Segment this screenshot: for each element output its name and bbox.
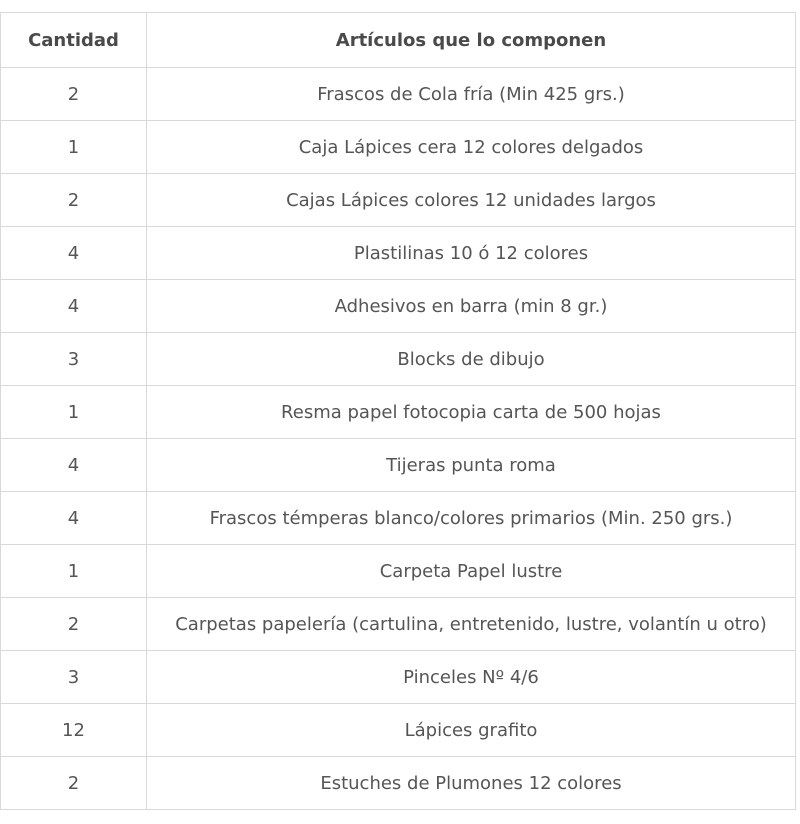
supply-list-table [0, 12, 796, 810]
quantity-cell: 4 [1, 439, 147, 492]
item-cell: Blocks de dibujo [147, 333, 796, 386]
table-row [1, 651, 796, 704]
table-row [1, 598, 796, 651]
item-cell: Cajas Lápices colores 12 unidades largos [147, 174, 796, 227]
table-header-row [1, 13, 796, 68]
quantity-cell: 1 [1, 121, 147, 174]
quantity-cell: 4 [1, 227, 147, 280]
item-cell: Carpeta Papel lustre [147, 545, 796, 598]
supply-list-table-container [0, 12, 795, 810]
table-row [1, 386, 796, 439]
quantity-cell: 1 [1, 386, 147, 439]
quantity-cell: 1 [1, 545, 147, 598]
item-cell: Adhesivos en barra (min 8 gr.) [147, 280, 796, 333]
item-cell: Caja Lápices cera 12 colores delgados [147, 121, 796, 174]
item-cell: Frascos de Cola fría (Min 425 grs.) [147, 68, 796, 121]
header-quantity: Cantidad [1, 13, 147, 68]
item-cell: Plastilinas 10 ó 12 colores [147, 227, 796, 280]
quantity-cell: 4 [1, 280, 147, 333]
table-row [1, 757, 796, 810]
item-cell: Estuches de Plumones 12 colores [147, 757, 796, 810]
table-row [1, 545, 796, 598]
header-items: Artículos que lo componen [147, 13, 796, 68]
table-row [1, 333, 796, 386]
quantity-cell: 3 [1, 333, 147, 386]
quantity-cell: 12 [1, 704, 147, 757]
table-row [1, 227, 796, 280]
item-cell: Carpetas papelería (cartulina, entretenido, lustre, volantín u otro) [147, 598, 796, 651]
table-row [1, 492, 796, 545]
table-body [1, 68, 796, 810]
item-cell: Lápices grafito [147, 704, 796, 757]
table-row [1, 174, 796, 227]
quantity-cell: 3 [1, 651, 147, 704]
table-row [1, 68, 796, 121]
quantity-cell: 2 [1, 757, 147, 810]
quantity-cell: 2 [1, 598, 147, 651]
quantity-cell: 2 [1, 174, 147, 227]
table-row [1, 121, 796, 174]
item-cell: Resma papel fotocopia carta de 500 hojas [147, 386, 796, 439]
quantity-cell: 4 [1, 492, 147, 545]
table-row [1, 280, 796, 333]
item-cell: Tijeras punta roma [147, 439, 796, 492]
table-row [1, 704, 796, 757]
item-cell: Frascos témperas blanco/colores primarios (Min. 250 grs.) [147, 492, 796, 545]
item-cell: Pinceles Nº 4/6 [147, 651, 796, 704]
table-row [1, 439, 796, 492]
quantity-cell: 2 [1, 68, 147, 121]
